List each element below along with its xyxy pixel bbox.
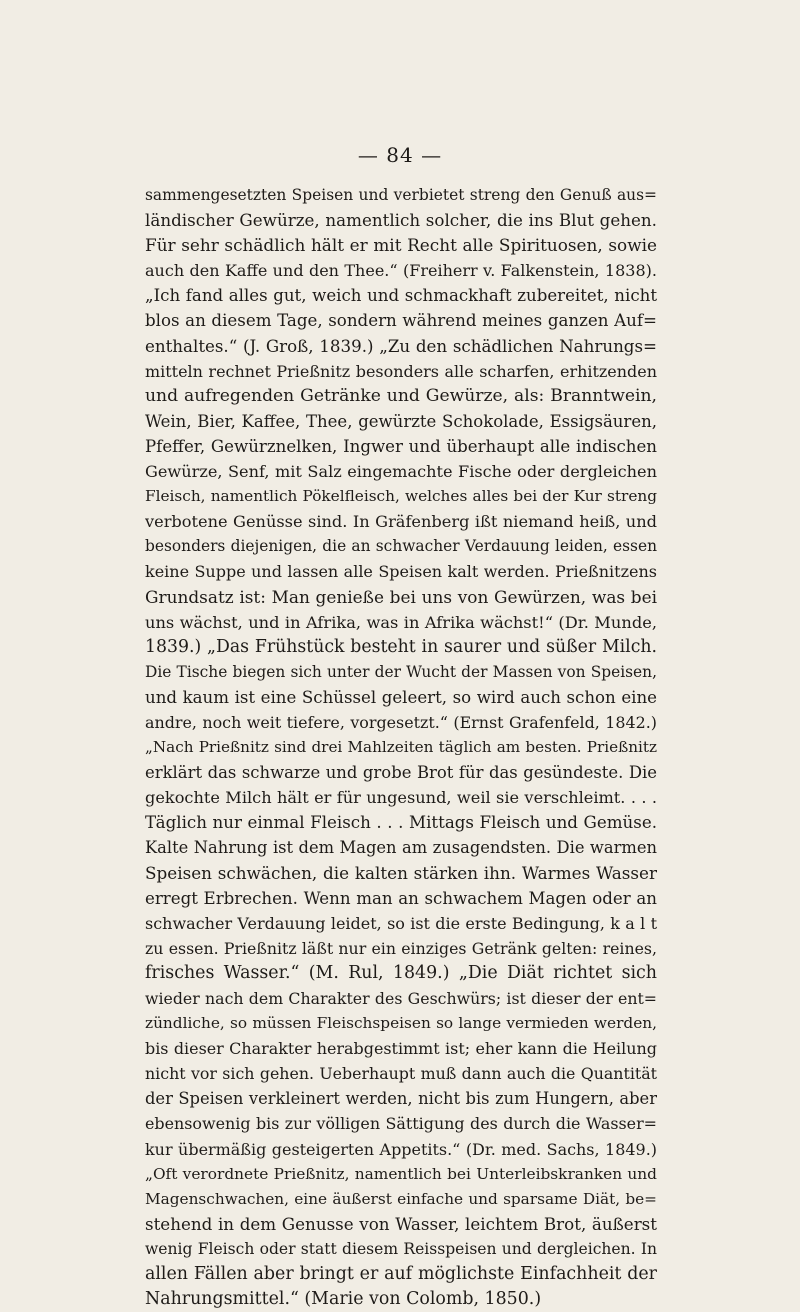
text-line: Täglich nur einmal Fleisch . . . Mittags Fleisch und Gemüse. xyxy=(145,813,657,833)
text-line: Wein, Bier, Kaffee, Thee, gewürzte Schokolade, Essigsäuren, xyxy=(145,411,657,431)
text-line: nicht vor sich gehen. Ueberhaupt muß dann auch die Quantität xyxy=(145,1064,657,1084)
text-line: auch den Kaffe und den Thee.“ (Freiherr v. Falkenstein, 1838). xyxy=(145,261,657,281)
text-line: erklärt das schwarze und grobe Brot für das gesündeste. Die xyxy=(145,763,657,783)
text-line: der Speisen verkleinert werden, nicht bis zum Hungern, aber xyxy=(145,1089,657,1109)
text-line: ebensowenig bis zur völligen Sättigung des durch die Wasser= xyxy=(145,1114,657,1134)
page-number: — 84 — xyxy=(357,143,443,167)
text-line: uns wächst, und in Afrika, was in Afrika wächst!“ (Dr. Munde, xyxy=(145,612,657,632)
body-text xyxy=(145,183,657,1312)
text-line: mitteln rechnet Prießnitz besonders alle scharfen, erhitzenden xyxy=(145,361,657,381)
text-line: sammengesetzten Speisen und verbietet streng den Genuß aus= xyxy=(145,186,657,204)
text-line: „Nach Prießnitz sind drei Mahlzeiten täglich am besten. Prießnitz xyxy=(145,738,657,757)
text-line: besonders diejenigen, die an schwacher Verdauung leiden, essen xyxy=(145,537,657,556)
text-line: bis dieser Charakter herabgestimmt ist; eher kann die Heilung xyxy=(145,1039,657,1059)
text-line: und kaum ist eine Schüssel geleert, so wird auch schon eine xyxy=(145,687,657,707)
text-line: verbotene Genüsse sind. In Gräfenberg ißt niemand heiß, und xyxy=(145,512,657,532)
text-line: Die Tische biegen sich unter der Wucht der Massen von Speisen, xyxy=(145,662,657,681)
text-line: zu essen. Prießnitz läßt nur ein einziges Getränk gelten: reines, xyxy=(145,938,657,958)
text-line: wenig Fleisch oder statt diesem Reisspeisen und dergleichen. In xyxy=(145,1239,657,1258)
text-line: enthaltes.“ (J. Groß, 1839.) „Zu den schädlichen Nahrungs= xyxy=(145,336,657,356)
text-line: kur übermäßig gesteigerten Appetits.“ (Dr. med. Sachs, 1849.) xyxy=(145,1139,657,1159)
text-line: Nahrungsmittel.“ (Marie von Colomb, 1850.) xyxy=(145,1289,542,1310)
text-line: 1839.) „Das Frühstück besteht in saurer und süßer Milch. xyxy=(145,636,657,657)
text-line: Für sehr schädlich hält er mit Recht alle Spirituosen, sowie xyxy=(145,235,657,256)
text-line: und aufregenden Getränke und Gewürze, als: Branntwein, xyxy=(145,385,657,406)
text-line: „Ich fand alles gut, weich und schmackhaft zubereitet, nicht xyxy=(145,286,657,306)
text-line: Grundsatz ist: Man genieße bei uns von Gewürzen, was bei xyxy=(145,586,657,607)
text-line: Speisen schwächen, die kalten stärken ihn. Warmes Wasser xyxy=(145,862,657,883)
text-line: Kalte Nahrung ist dem Magen am zusagendsten. Die warmen xyxy=(145,838,657,858)
text-line: Pfeffer, Gewürznelken, Ingwer und überhaupt alle indischen xyxy=(145,436,657,456)
text-line: gekochte Milch hält er für ungesund, weil sie verschleimt. . . . xyxy=(145,788,657,808)
text-line: blos an diesem Tage, sondern während meines ganzen Auf= xyxy=(145,311,657,331)
text-line: allen Fällen aber bringt er auf möglichste Einfachheit der xyxy=(145,1264,657,1285)
text-line: Magenschwachen, eine äußerst einfache und sparsame Diät, be= xyxy=(145,1189,657,1208)
text-line: frisches Wasser.“ (M. Rul, 1849.) „Die Diät richtet sich xyxy=(145,962,657,983)
text-line: erregt Erbrechen. Wenn man an schwachem Magen oder an xyxy=(145,888,657,908)
text-line: zündliche, so müssen Fleischspeisen so lange vermieden werden, xyxy=(145,1014,657,1033)
text-line: wieder nach dem Charakter des Geschwürs; ist dieser der ent= xyxy=(145,989,657,1008)
text-line: andre, noch weit tiefere, vorgesetzt.“ (Ernst Grafenfeld, 1842.) xyxy=(145,712,657,732)
text-line: „Oft verordnete Prießnitz, namentlich bei Unterleibskranken und xyxy=(145,1164,657,1183)
text-line: Fleisch, namentlich Pökelfleisch, welches alles bei der Kur streng xyxy=(145,487,657,506)
text-line: keine Suppe und lassen alle Speisen kalt werden. Prießnitzens xyxy=(145,562,657,582)
text-line: ländischer Gewürze, namentlich solcher, die ins Blut gehen. xyxy=(145,210,657,231)
text-line: schwacher Verdauung leidet, so ist die erste Bedingung, k a l t xyxy=(145,913,657,933)
text-line: stehend in dem Genusse von Wasser, leichtem Brot, äußerst xyxy=(145,1213,657,1234)
text-line: Gewürze, Senf, mit Salz eingemachte Fische oder dergleichen xyxy=(145,462,657,482)
